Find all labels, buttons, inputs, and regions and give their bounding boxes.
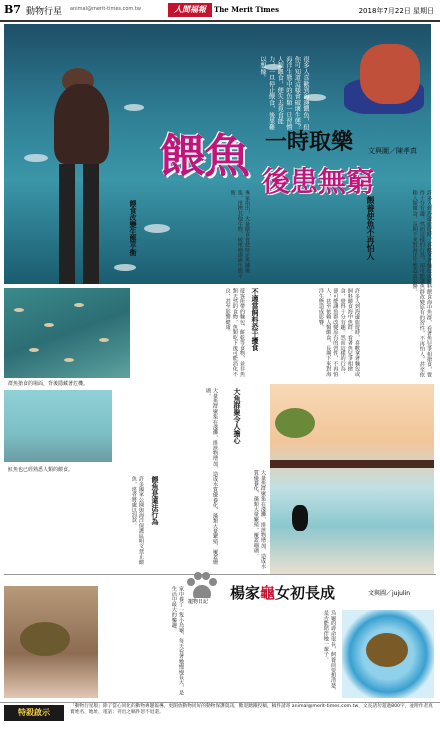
feature-title-highlight: 龜 [260, 584, 276, 602]
pier [270, 460, 434, 468]
section-email: animal@merit-times.com.tw [70, 6, 141, 12]
notice-label: 特殺啟示 [4, 705, 64, 721]
feature-title-part: 女 [275, 584, 291, 602]
issue-date: 2018年7月22日 星期日 [358, 7, 434, 15]
diver-body [54, 84, 109, 164]
section-heading: 不適當飼料恐干擾食 [251, 288, 259, 351]
fish-feeding-photo [4, 288, 130, 378]
article-text-col7: 大量魚群聚集在淺灘，排泄物增加，造成水質優養化，藻類大量繁殖，覆蓋珊瑚。 [252, 470, 266, 569]
page-header [0, 0, 440, 22]
feature-title-part: 楊家 [230, 584, 261, 602]
notice-text: 「動物行星版」除了當心同化的動物專題報導，更開放動物同好的動物保護資訊，歡迎踴躍投稿，稿件請寄 animal@merit-times.com.tw，文長請勿超過800字，並附作者真實姓名、地址、電話；刊出之稿件恕不退還。 [70, 704, 433, 716]
section-heading: 大魚群聚令人擔心 [233, 388, 241, 444]
article-text-col6: 許多國家公園與海洋保護區明文禁止餵魚，違者將處以罰款。 [130, 476, 144, 565]
headline-sub-b: 後患無窮 [262, 165, 375, 198]
section-heading: 餵養使魚不再怕人 [366, 196, 375, 260]
feature-byline: 文與圖／jujulin [368, 590, 411, 597]
feature-tag: 寵物日記 [188, 599, 209, 605]
article-text-col3: 遊客所帶的麵包、餅乾等食物，並非魚類天然的食物，魚類吃下後可能消化不良，甚至影響健康。 [224, 288, 245, 377]
swimmer-head [360, 44, 420, 104]
photo-caption: 魟魚也已經熟悉人類的餵食。 [8, 467, 74, 473]
article-text-col5: 大量魚群聚集在淺灘，排泄物增加，造成水質優養化，藻類大量繁殖，覆蓋珊瑚。 [204, 388, 218, 565]
headline-main: 餵魚 [160, 129, 248, 183]
feature-text-right: 烏龜的壽命很長，飼養前要想清楚，是否能陪伴牠一輩子。 [322, 610, 336, 694]
turtle-shell [366, 633, 408, 667]
section-heading: 餵食改變生態平衡 [129, 200, 137, 256]
article-text-col1: 許多人到海邊旅遊時，喜歡拿著麵包或飼料餵食海中魚群，看著魚兒爭相搶食，覺得十分有趣。然而這樣的行為，卻可能讓魚群改變原有的習性，不再怕人，甚至依賴人類餵食，長期下來對海洋生態造成影響。 [411, 190, 432, 378]
section-heading: 餵魚是違法行為 [151, 476, 159, 525]
stingray-photo [4, 390, 112, 462]
feature-title-part: 初長成 [290, 584, 336, 602]
fish [24, 154, 48, 162]
feature-text-left: 家中養了一隻小烏龜，每天看著牠慢慢長大，是生活中最大的樂趣。 [170, 586, 184, 696]
byline: 文與圖／陳孝真 [368, 147, 417, 155]
article-text-col2: 許多人到海邊旅遊時，喜歡拿著麵包或飼料餵食海中魚群，看著魚兒爭相搶食，覺得十分有趣。然而這樣的行為，卻可能讓魚群改變原有的習性，不再怕人，甚至依賴人類餵食，長期下來對海洋生態造成影響。 [317, 288, 360, 377]
article-text-col4: 專家指出，大量餵食會使特定魚種聚集，排擠其他生物，破壞珊瑚礁生態平衡。 [229, 190, 250, 279]
newspaper-logo: 人間福報 [168, 3, 212, 17]
fish [124, 104, 144, 111]
person-silhouette [292, 505, 308, 531]
feature-title [230, 582, 335, 603]
turtle-shell [20, 622, 70, 656]
hero-lede: 很多人喜歡到海邊餵魚，但你可知道這樣會破壞生態？海洋生態中的魚類一旦習慣人類餵食，便失去覓食能力，一旦停止餵食，後果難以想像。 [259, 56, 309, 131]
section-title: 動物行星 [26, 7, 63, 17]
palm-tree [275, 408, 315, 438]
headline-sub-a: 一時取樂 [265, 129, 354, 155]
newspaper-logo-en: The Merit Times [214, 5, 280, 14]
photo-caption: 群魚搶食的場面，背後隱藏著危機。 [8, 381, 89, 387]
diver-legs [59, 164, 99, 284]
page-number: B7 [4, 3, 21, 16]
